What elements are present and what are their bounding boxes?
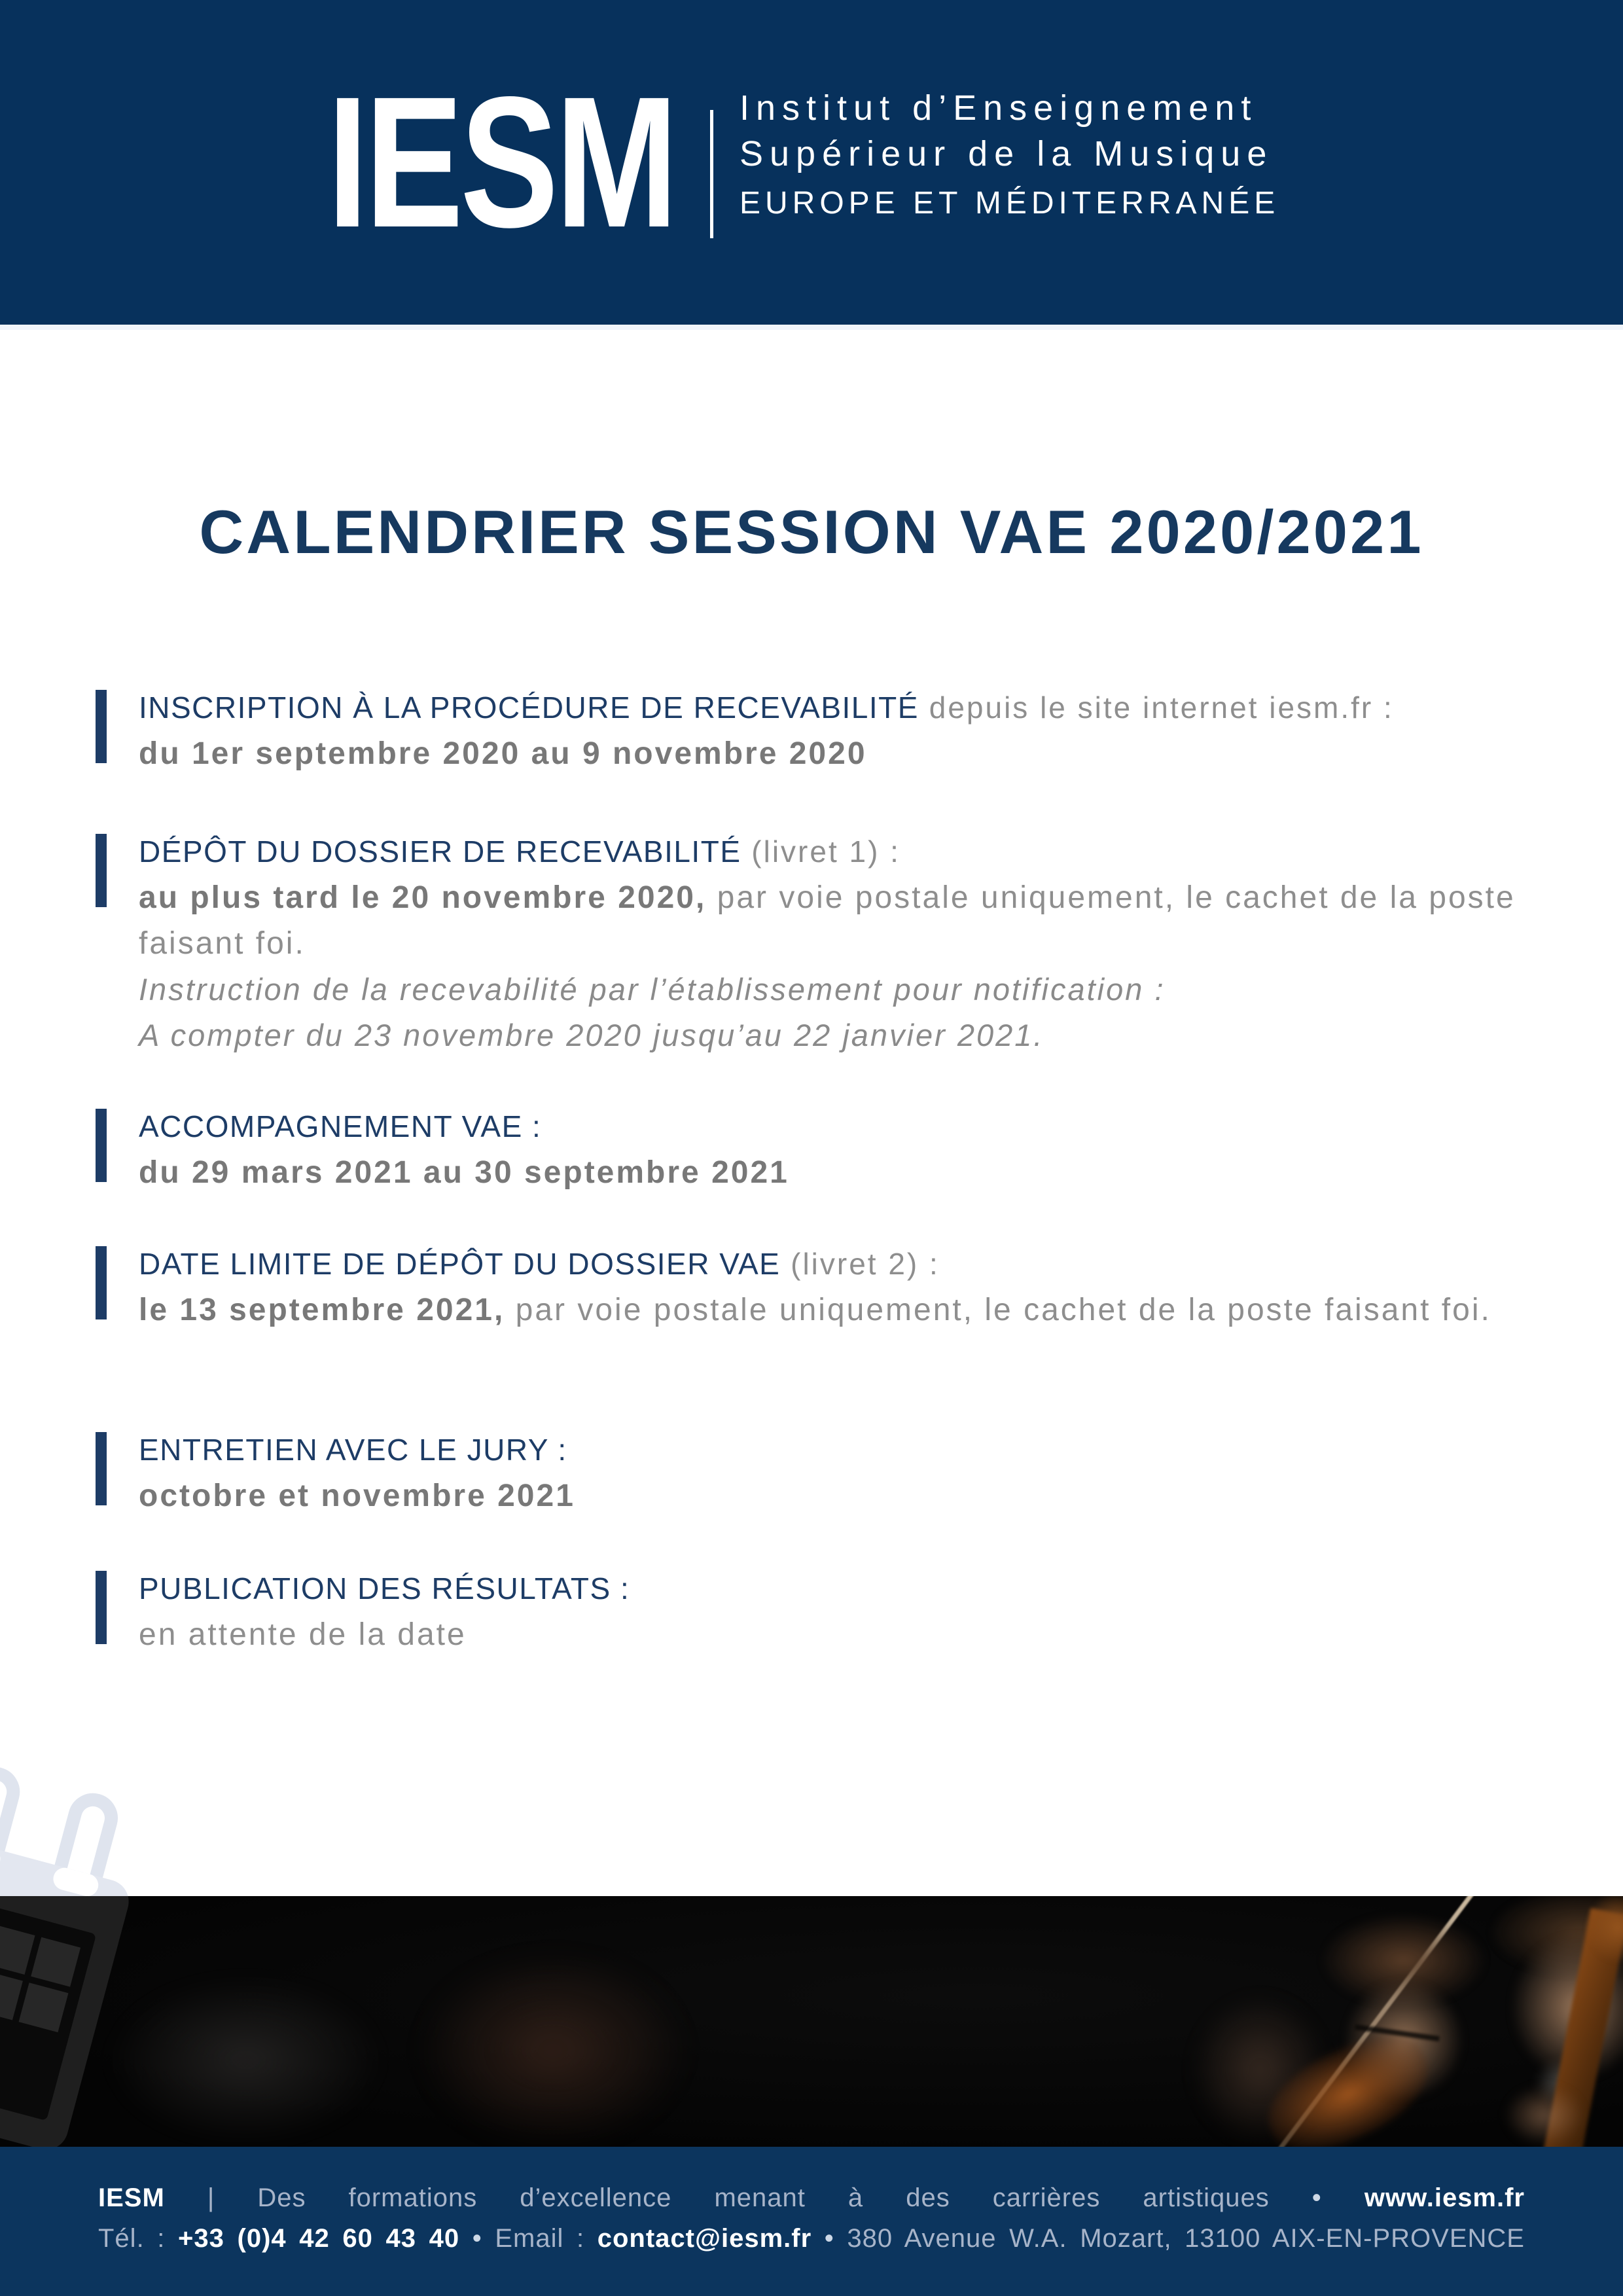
section-heading-line — [139, 685, 1546, 731]
section-heading-line — [139, 1103, 1546, 1150]
section-body-line — [139, 875, 1546, 967]
section-body-text: en attente de la date — [139, 1617, 467, 1652]
section-heading-line — [139, 1427, 1546, 1473]
footer-email-link[interactable]: contact@iesm.fr — [597, 2224, 812, 2253]
org-name-block — [740, 85, 1279, 226]
footer-contact-line — [98, 2223, 1525, 2254]
cellist-hand-silhouette — [1505, 2086, 1584, 2145]
section-dates-bold: du 29 mars 2021 au 30 septembre 2021 — [139, 1155, 789, 1190]
footer-brand: IESM — [98, 2183, 165, 2212]
logo-divider — [710, 110, 713, 238]
section-heading: DATE LIMITE DE DÉPÔT DU DOSSIER VAE — [139, 1247, 781, 1281]
section-heading-suffix: (livret 1) : — [741, 834, 901, 869]
section-accompagnement-vae — [139, 1103, 1546, 1196]
section-heading: ENTRETIEN AVEC LE JURY : — [139, 1433, 567, 1467]
section-publication-resultats — [139, 1566, 1546, 1658]
org-name-line2: Supérieur de la Musique — [740, 134, 1274, 173]
footer-address: 380 Avenue W.A. Mozart, 13100 AIX-EN-PROVENCE — [847, 2224, 1525, 2253]
footer-band — [0, 2147, 1623, 2296]
section-body-text: par voie postale uniquement, le cachet de la poste faisant foi. — [139, 880, 1516, 961]
section-heading: INSCRIPTION À LA PROCÉDURE DE RECEVABILITÉ — [139, 691, 919, 725]
section-dates-bold: le 13 septembre 2021, — [139, 1293, 505, 1327]
blurred-musician-silhouette — [412, 1948, 694, 2147]
section-heading-suffix: (livret 2) : — [780, 1247, 940, 1281]
section-heading-line — [139, 1566, 1546, 1612]
section-body-line — [139, 1287, 1546, 1333]
footer-email-label: Email : — [495, 2224, 585, 2253]
section-note-italic-1: Instruction de la recevabilité par l’établissement pour notification : — [139, 972, 1166, 1007]
section-accent-bar — [96, 834, 107, 907]
section-body-line — [139, 731, 1546, 777]
section-accent-bar — [96, 1109, 107, 1182]
section-heading-line — [139, 1241, 1546, 1287]
separator-bullet: • — [824, 2224, 834, 2253]
iesm-logo: IESM — [327, 58, 675, 266]
header-band — [0, 0, 1623, 325]
section-dates-bold: octobre et novembre 2021 — [139, 1479, 575, 1513]
footer-pipe-separator: | — [207, 2183, 215, 2212]
section-depot-dossier-recevabilite — [139, 829, 1546, 1058]
section-accent-bar — [96, 1571, 107, 1644]
footer-tel-label: Tél. : — [98, 2224, 166, 2253]
section-body-line — [139, 1473, 1546, 1519]
section-heading: DÉPÔT DU DOSSIER DE RECEVABILITÉ — [139, 834, 741, 869]
section-dates-bold: au plus tard le 20 novembre 2020, — [139, 880, 707, 915]
footer-tagline-line — [98, 2147, 1525, 2214]
section-entretien-jury — [139, 1427, 1546, 1519]
separator-bullet: • — [472, 2224, 482, 2253]
section-heading: PUBLICATION DES RÉSULTATS : — [139, 1571, 630, 1605]
section-body-line — [139, 1612, 1546, 1658]
section-date-limite-depot-vae — [139, 1241, 1546, 1333]
section-inscription-recevabilite — [139, 685, 1546, 777]
page-title: CALENDRIER SESSION VAE 2020/2021 — [199, 497, 1424, 566]
footer-tel-number[interactable]: +33 (0)4 42 60 43 40 — [178, 2224, 460, 2253]
footer-website-link[interactable]: www.iesm.fr — [1364, 2183, 1525, 2212]
section-accent-bar — [96, 690, 107, 763]
section-heading: ACCOMPAGNEMENT VAE : — [139, 1109, 542, 1143]
separator-bullet: • — [1311, 2183, 1322, 2212]
musicians-photo-band — [0, 1896, 1623, 2147]
org-name-line3: EUROPE ET MÉDITERRANÉE — [740, 186, 1280, 221]
section-dates-bold: du 1er septembre 2020 au 9 novembre 2020 — [139, 736, 867, 771]
footer-tagline: Des formations d’excellence menant à des carrières artistiques — [257, 2183, 1270, 2212]
org-name-line1: Institut d’Enseignement — [740, 88, 1258, 128]
section-body-line — [139, 1150, 1546, 1196]
section-accent-bar — [96, 1432, 107, 1505]
calendar-icon-watermark-top — [0, 1741, 340, 1896]
section-accent-bar — [96, 1246, 107, 1319]
background-light-blur — [105, 1975, 386, 2145]
section-heading-line — [139, 829, 1546, 875]
calendar-icon — [0, 1741, 301, 1896]
section-body-text: par voie postale uniquement, le cachet de la poste faisant foi. — [505, 1293, 1491, 1327]
section-heading-suffix: depuis le site internet iesm.fr : — [918, 691, 1394, 725]
header-divider-line — [0, 325, 1623, 330]
section-note-italic-2: A compter du 23 novembre 2020 jusqu’au 22 janvier 2021. — [139, 1018, 1044, 1052]
